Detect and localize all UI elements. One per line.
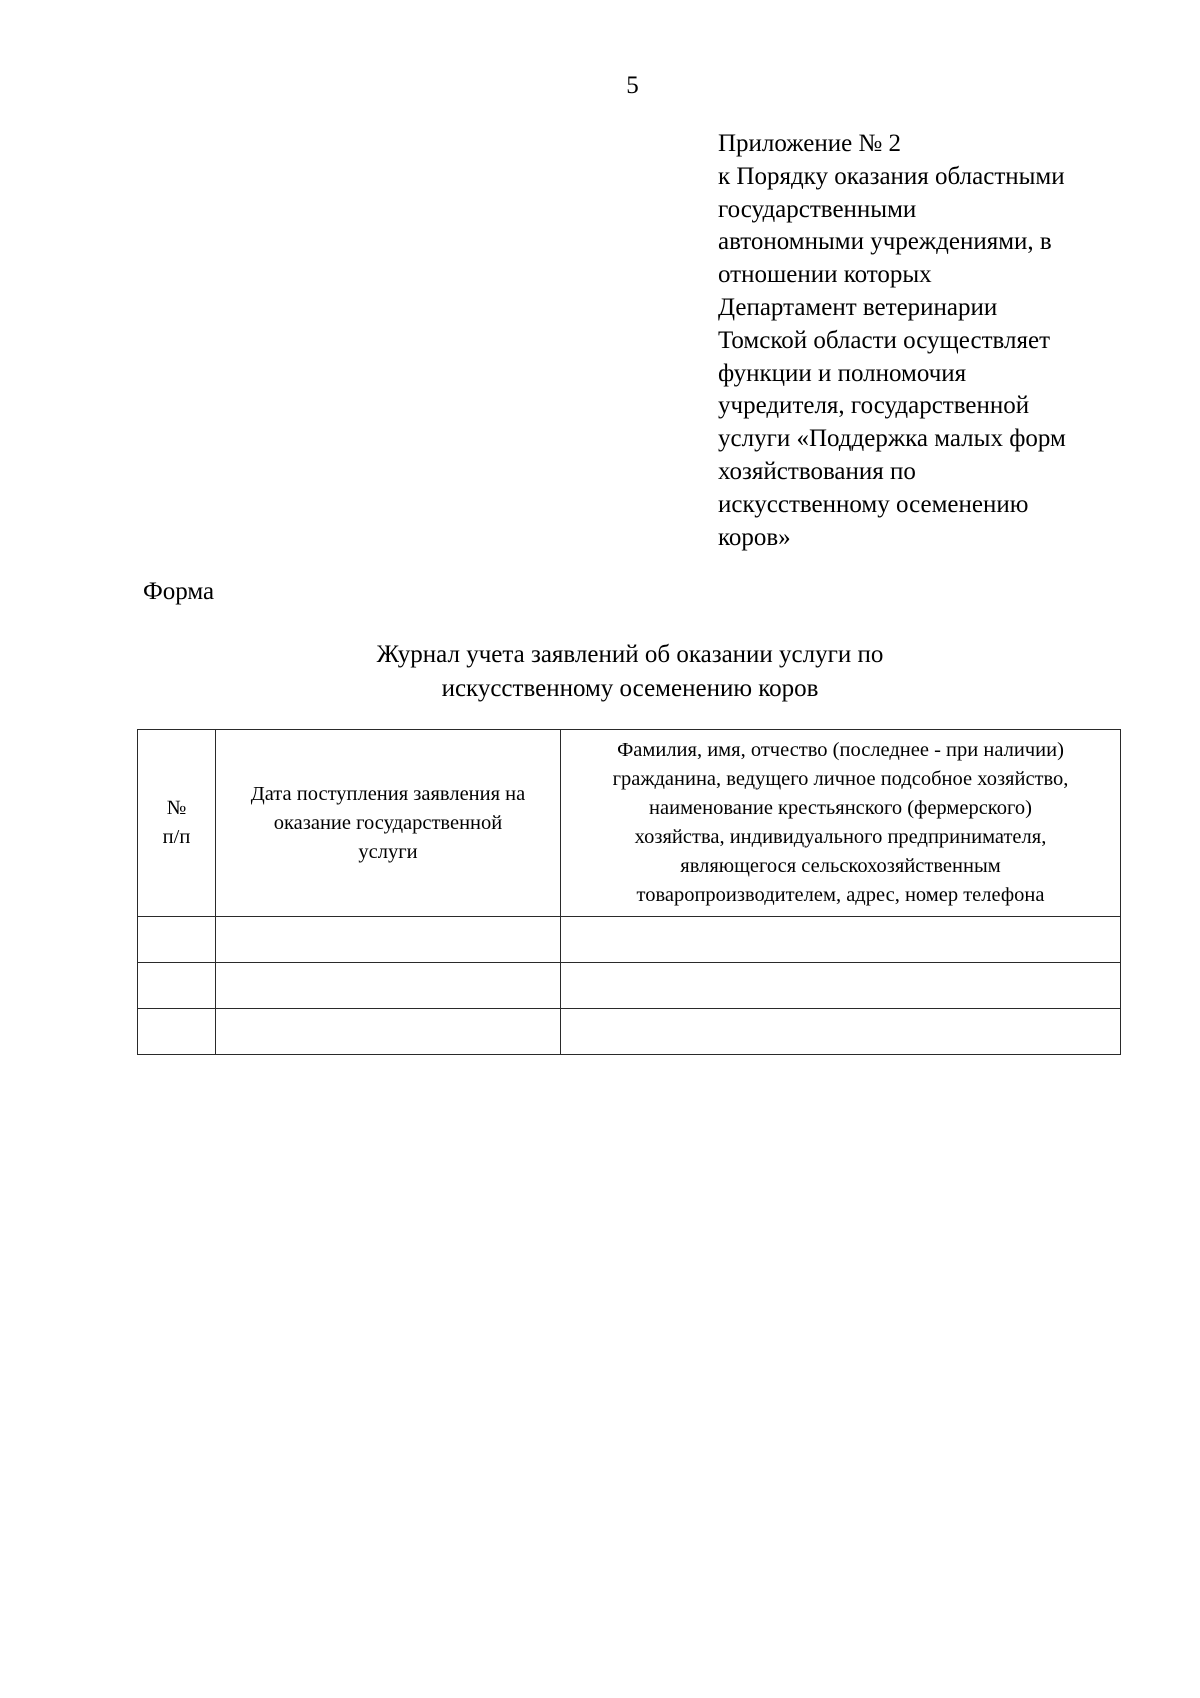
header-date-line: оказание государственной [273, 811, 503, 834]
form-label: Форма [143, 578, 215, 605]
cell-date [216, 963, 561, 1009]
header-number-line: № [166, 797, 187, 819]
table-row [138, 1009, 1121, 1055]
cell-applicant [561, 917, 1121, 963]
table-row [138, 963, 1121, 1009]
journal-table [137, 729, 1121, 1055]
cell-number [138, 917, 216, 963]
appendix-line: услуги «Поддержка малых форм [718, 425, 1066, 453]
cell-applicant [561, 963, 1121, 1009]
appendix-line: искусственному осеменению [718, 490, 1029, 518]
appendix-line: коров» [718, 523, 791, 551]
header-applicant-line: наименование крестьянского (фермерского) [649, 797, 1032, 819]
header-applicant-line: хозяйства, индивидуального предпринимателя, [634, 826, 1047, 848]
appendix-line: хозяйствования по [718, 457, 916, 485]
appendix-line: государственными [718, 195, 917, 223]
journal-title-line: искусственному осеменению коров [441, 675, 819, 702]
header-date-line: услуги [358, 840, 418, 863]
header-applicant-line: Фамилия, имя, отчество (последнее - при наличии) [617, 739, 1064, 761]
table-row [138, 917, 1121, 963]
appendix-line: отношении которых [718, 261, 932, 289]
appendix-line: функции и полномочия [718, 359, 967, 387]
appendix-line: учредителя, государственной [718, 392, 1030, 420]
header-number-line: п/п [162, 826, 191, 848]
appendix-block [718, 128, 1138, 554]
cell-date [216, 1009, 561, 1055]
cell-date [216, 917, 561, 963]
appendix-line: Департамент ветеринарии [718, 293, 998, 321]
appendix-line: Томской области осуществляет [718, 326, 1051, 354]
header-date [216, 730, 561, 917]
header-applicant-line: являющегося сельскохозяйственным [680, 855, 1001, 877]
cell-number [138, 963, 216, 1009]
appendix-line: Приложение № 2 [718, 130, 902, 157]
cell-applicant [561, 1009, 1121, 1055]
journal-title [280, 638, 980, 706]
header-applicant-line: гражданина, ведущего личное подсобное хозяйство, [612, 768, 1069, 790]
table-header-row [138, 730, 1121, 917]
header-date-line: Дата поступления заявления на [250, 782, 526, 805]
page-number: 5 [626, 72, 639, 99]
cell-number [138, 1009, 216, 1055]
appendix-line: автономными учреждениями, в [718, 228, 1052, 256]
header-number [138, 730, 216, 917]
appendix-line: к Порядку оказания областными [718, 162, 1065, 190]
header-applicant-line: товаропроизводителем, адрес, номер телефона [636, 884, 1045, 906]
journal-title-line: Журнал учета заявлений об оказании услуги по [376, 641, 884, 668]
header-applicant [561, 730, 1121, 917]
